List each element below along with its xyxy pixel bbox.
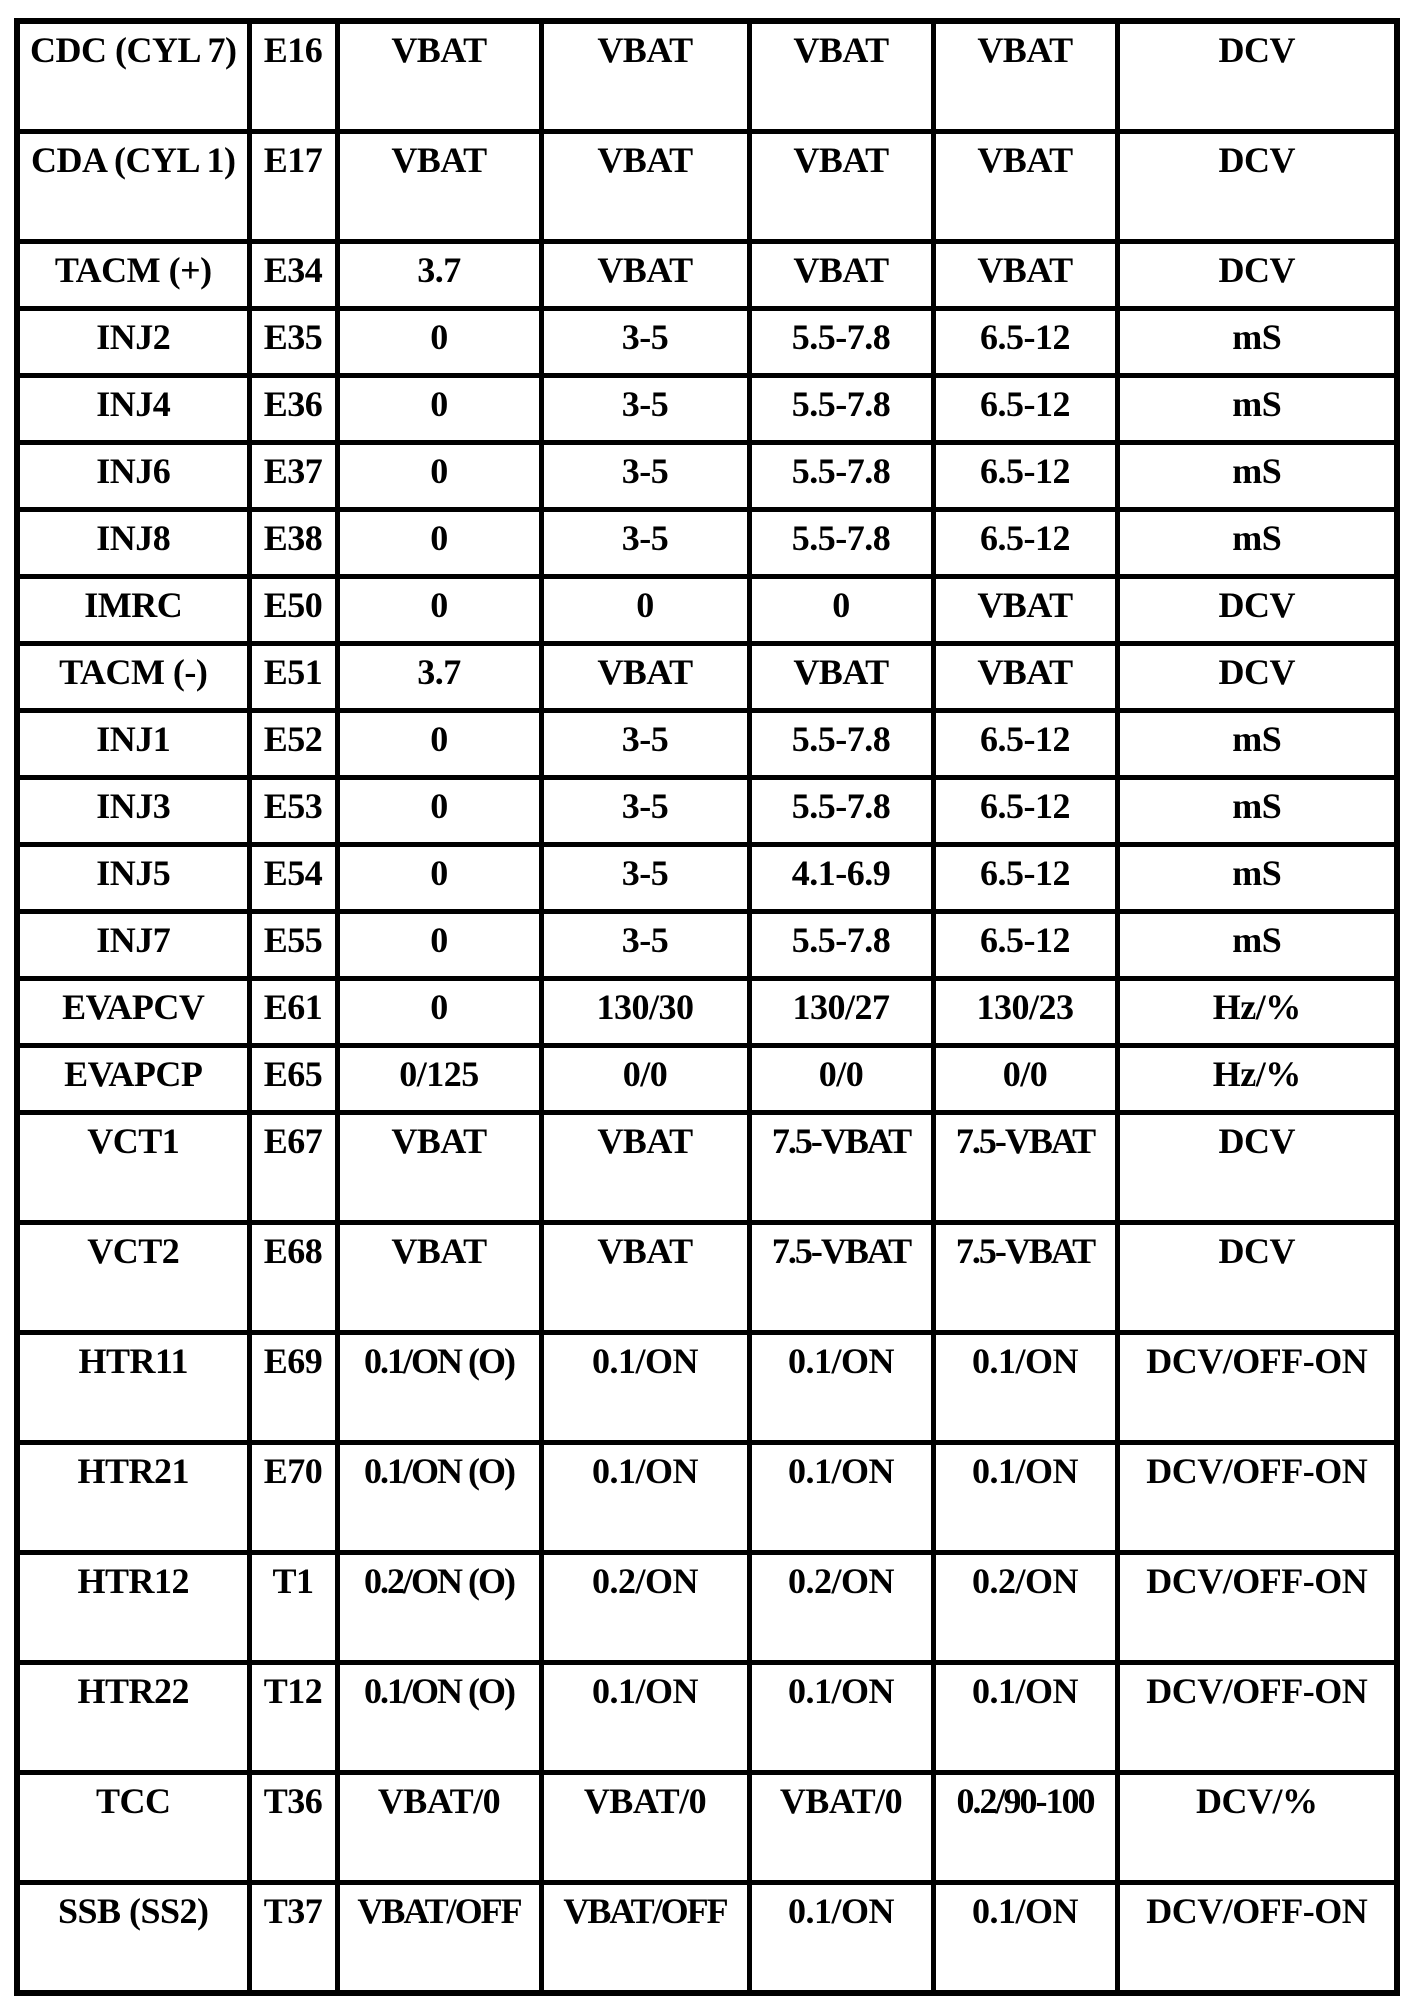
- value-cell-1: VBAT: [337, 21, 541, 132]
- table-row: [17, 510, 1397, 577]
- value-cell-3: 5.5-7.8: [749, 376, 933, 443]
- pin-cell: E51: [249, 644, 337, 711]
- signal-name-cell: INJ1: [17, 711, 249, 778]
- value-cell-1: 3.7: [337, 644, 541, 711]
- unit-cell: DCV: [1117, 577, 1397, 644]
- value-cell-4: 0.1/ON: [933, 1443, 1117, 1553]
- value-cell-1: 0/125: [337, 1046, 541, 1113]
- table-row: [17, 778, 1397, 845]
- pin-cell: E37: [249, 443, 337, 510]
- value-cell-1: 3.7: [337, 242, 541, 309]
- value-cell-3: 0/0: [749, 1046, 933, 1113]
- unit-cell: DCV: [1117, 132, 1397, 242]
- value-cell-3: 0.2/ON: [749, 1553, 933, 1663]
- signal-name-cell: INJ3: [17, 778, 249, 845]
- value-cell-4: 6.5-12: [933, 711, 1117, 778]
- table-row: [17, 1223, 1397, 1333]
- value-cell-2: VBAT: [541, 242, 749, 309]
- table-row: [17, 132, 1397, 242]
- table-row: [17, 1113, 1397, 1223]
- value-cell-2: 0: [541, 577, 749, 644]
- table-row: [17, 1883, 1397, 1994]
- value-cell-2: 3-5: [541, 510, 749, 577]
- value-cell-4: 7.5-VBAT: [933, 1223, 1117, 1333]
- pin-cell: E53: [249, 778, 337, 845]
- value-cell-3: VBAT: [749, 21, 933, 132]
- signal-name-cell: VCT2: [17, 1223, 249, 1333]
- unit-cell: mS: [1117, 510, 1397, 577]
- value-cell-1: VBAT: [337, 1223, 541, 1333]
- value-cell-3: 7.5-VBAT: [749, 1113, 933, 1223]
- table-row: [17, 577, 1397, 644]
- table-row: [17, 443, 1397, 510]
- value-cell-3: 5.5-7.8: [749, 510, 933, 577]
- pin-cell: E34: [249, 242, 337, 309]
- value-cell-1: 0: [337, 912, 541, 979]
- signal-name-cell: EVAPCP: [17, 1046, 249, 1113]
- unit-cell: DCV: [1117, 644, 1397, 711]
- value-cell-3: 5.5-7.8: [749, 711, 933, 778]
- value-cell-1: 0: [337, 309, 541, 376]
- value-cell-2: 3-5: [541, 845, 749, 912]
- value-cell-4: 0.1/ON: [933, 1663, 1117, 1773]
- value-cell-1: 0: [337, 711, 541, 778]
- unit-cell: DCV: [1117, 1223, 1397, 1333]
- signal-name-cell: TACM (-): [17, 644, 249, 711]
- pin-cell: E16: [249, 21, 337, 132]
- unit-cell: DCV: [1117, 1113, 1397, 1223]
- signal-name-cell: HTR22: [17, 1663, 249, 1773]
- table-body: [17, 21, 1397, 1993]
- value-cell-2: VBAT: [541, 1113, 749, 1223]
- pin-cell: E36: [249, 376, 337, 443]
- value-cell-2: 3-5: [541, 376, 749, 443]
- value-cell-4: VBAT: [933, 577, 1117, 644]
- unit-cell: mS: [1117, 376, 1397, 443]
- signal-name-cell: TACM (+): [17, 242, 249, 309]
- value-cell-1: 0: [337, 376, 541, 443]
- unit-cell: DCV: [1117, 242, 1397, 309]
- value-cell-1: VBAT: [337, 1113, 541, 1223]
- value-cell-4: 6.5-12: [933, 443, 1117, 510]
- value-cell-3: VBAT/0: [749, 1773, 933, 1883]
- value-cell-3: VBAT: [749, 242, 933, 309]
- pin-cell: T1: [249, 1553, 337, 1663]
- value-cell-2: 0.1/ON: [541, 1663, 749, 1773]
- pin-cell: T37: [249, 1883, 337, 1994]
- unit-cell: mS: [1117, 443, 1397, 510]
- pin-cell: E35: [249, 309, 337, 376]
- signal-name-cell: SSB (SS2): [17, 1883, 249, 1994]
- signal-name-cell: EVAPCV: [17, 979, 249, 1046]
- value-cell-1: VBAT: [337, 132, 541, 242]
- signal-name-cell: CDA (CYL 1): [17, 132, 249, 242]
- pin-cell: E17: [249, 132, 337, 242]
- pin-cell: E70: [249, 1443, 337, 1553]
- signal-name-cell: HTR12: [17, 1553, 249, 1663]
- value-cell-3: 7.5-VBAT: [749, 1223, 933, 1333]
- value-cell-1: 0.2/ON (O): [337, 1553, 541, 1663]
- value-cell-1: VBAT/0: [337, 1773, 541, 1883]
- value-cell-4: 6.5-12: [933, 376, 1117, 443]
- pin-cell: E61: [249, 979, 337, 1046]
- value-cell-1: 0: [337, 979, 541, 1046]
- pin-cell: T36: [249, 1773, 337, 1883]
- value-cell-3: 0: [749, 577, 933, 644]
- unit-cell: DCV/OFF-ON: [1117, 1663, 1397, 1773]
- value-cell-3: 0.1/ON: [749, 1883, 933, 1994]
- pin-voltage-table-container: [14, 18, 1394, 1992]
- table-row: [17, 644, 1397, 711]
- value-cell-1: VBAT/OFF: [337, 1883, 541, 1994]
- table-row: [17, 1046, 1397, 1113]
- pin-cell: E38: [249, 510, 337, 577]
- signal-name-cell: INJ7: [17, 912, 249, 979]
- value-cell-2: VBAT: [541, 132, 749, 242]
- value-cell-4: 6.5-12: [933, 309, 1117, 376]
- value-cell-4: 0.1/ON: [933, 1883, 1117, 1994]
- unit-cell: DCV/OFF-ON: [1117, 1883, 1397, 1994]
- table-row: [17, 979, 1397, 1046]
- table-row: [17, 242, 1397, 309]
- unit-cell: DCV/OFF-ON: [1117, 1553, 1397, 1663]
- table-row: [17, 711, 1397, 778]
- table-row: [17, 1553, 1397, 1663]
- value-cell-4: 0.1/ON: [933, 1333, 1117, 1443]
- value-cell-4: VBAT: [933, 242, 1117, 309]
- value-cell-2: 3-5: [541, 309, 749, 376]
- value-cell-3: VBAT: [749, 132, 933, 242]
- signal-name-cell: HTR21: [17, 1443, 249, 1553]
- unit-cell: DCV/OFF-ON: [1117, 1333, 1397, 1443]
- value-cell-3: 0.1/ON: [749, 1663, 933, 1773]
- value-cell-2: 3-5: [541, 711, 749, 778]
- unit-cell: Hz/%: [1117, 1046, 1397, 1113]
- signal-name-cell: VCT1: [17, 1113, 249, 1223]
- signal-name-cell: HTR11: [17, 1333, 249, 1443]
- unit-cell: DCV: [1117, 21, 1397, 132]
- value-cell-4: 7.5-VBAT: [933, 1113, 1117, 1223]
- value-cell-1: 0: [337, 778, 541, 845]
- pin-cell: E65: [249, 1046, 337, 1113]
- table-row: [17, 1443, 1397, 1553]
- unit-cell: DCV/%: [1117, 1773, 1397, 1883]
- value-cell-2: VBAT: [541, 1223, 749, 1333]
- signal-name-cell: TCC: [17, 1773, 249, 1883]
- table-row: [17, 845, 1397, 912]
- value-cell-3: 0.1/ON: [749, 1333, 933, 1443]
- signal-name-cell: INJ5: [17, 845, 249, 912]
- unit-cell: mS: [1117, 778, 1397, 845]
- value-cell-4: 0.2/ON: [933, 1553, 1117, 1663]
- value-cell-4: VBAT: [933, 644, 1117, 711]
- signal-name-cell: INJ8: [17, 510, 249, 577]
- pin-cell: E50: [249, 577, 337, 644]
- table-row: [17, 21, 1397, 132]
- unit-cell: mS: [1117, 309, 1397, 376]
- signal-name-cell: INJ4: [17, 376, 249, 443]
- value-cell-2: VBAT/0: [541, 1773, 749, 1883]
- pin-cell: E52: [249, 711, 337, 778]
- value-cell-2: 3-5: [541, 912, 749, 979]
- signal-name-cell: IMRC: [17, 577, 249, 644]
- value-cell-2: 0.1/ON: [541, 1443, 749, 1553]
- signal-name-cell: CDC (CYL 7): [17, 21, 249, 132]
- value-cell-2: 0.2/ON: [541, 1553, 749, 1663]
- value-cell-2: VBAT: [541, 21, 749, 132]
- value-cell-1: 0.1/ON (O): [337, 1663, 541, 1773]
- value-cell-4: 130/23: [933, 979, 1117, 1046]
- value-cell-1: 0.1/ON (O): [337, 1333, 541, 1443]
- value-cell-1: 0: [337, 510, 541, 577]
- value-cell-4: VBAT: [933, 132, 1117, 242]
- pin-cell: E54: [249, 845, 337, 912]
- pin-cell: E55: [249, 912, 337, 979]
- pin-voltage-table: [14, 18, 1400, 1996]
- value-cell-1: 0: [337, 845, 541, 912]
- unit-cell: mS: [1117, 912, 1397, 979]
- unit-cell: DCV/OFF-ON: [1117, 1443, 1397, 1553]
- value-cell-3: 5.5-7.8: [749, 443, 933, 510]
- table-row: [17, 912, 1397, 979]
- value-cell-2: 3-5: [541, 443, 749, 510]
- value-cell-2: 0/0: [541, 1046, 749, 1113]
- value-cell-4: 6.5-12: [933, 778, 1117, 845]
- pin-cell: E69: [249, 1333, 337, 1443]
- value-cell-3: VBAT: [749, 644, 933, 711]
- value-cell-3: 130/27: [749, 979, 933, 1046]
- value-cell-3: 4.1-6.9: [749, 845, 933, 912]
- unit-cell: mS: [1117, 845, 1397, 912]
- table-row: [17, 1773, 1397, 1883]
- value-cell-3: 5.5-7.8: [749, 309, 933, 376]
- value-cell-4: VBAT: [933, 21, 1117, 132]
- value-cell-4: 6.5-12: [933, 845, 1117, 912]
- pin-cell: E68: [249, 1223, 337, 1333]
- value-cell-1: 0: [337, 443, 541, 510]
- unit-cell: Hz/%: [1117, 979, 1397, 1046]
- value-cell-4: 0.2/90-100: [933, 1773, 1117, 1883]
- signal-name-cell: INJ6: [17, 443, 249, 510]
- value-cell-2: VBAT: [541, 644, 749, 711]
- value-cell-4: 0/0: [933, 1046, 1117, 1113]
- value-cell-3: 5.5-7.8: [749, 778, 933, 845]
- pin-cell: T12: [249, 1663, 337, 1773]
- signal-name-cell: INJ2: [17, 309, 249, 376]
- value-cell-4: 6.5-12: [933, 510, 1117, 577]
- value-cell-2: VBAT/OFF: [541, 1883, 749, 1994]
- value-cell-3: 0.1/ON: [749, 1443, 933, 1553]
- value-cell-3: 5.5-7.8: [749, 912, 933, 979]
- unit-cell: mS: [1117, 711, 1397, 778]
- table-row: [17, 309, 1397, 376]
- table-row: [17, 376, 1397, 443]
- value-cell-2: 0.1/ON: [541, 1333, 749, 1443]
- table-row: [17, 1663, 1397, 1773]
- value-cell-2: 130/30: [541, 979, 749, 1046]
- pin-cell: E67: [249, 1113, 337, 1223]
- value-cell-2: 3-5: [541, 778, 749, 845]
- value-cell-4: 6.5-12: [933, 912, 1117, 979]
- table-row: [17, 1333, 1397, 1443]
- value-cell-1: 0.1/ON (O): [337, 1443, 541, 1553]
- value-cell-1: 0: [337, 577, 541, 644]
